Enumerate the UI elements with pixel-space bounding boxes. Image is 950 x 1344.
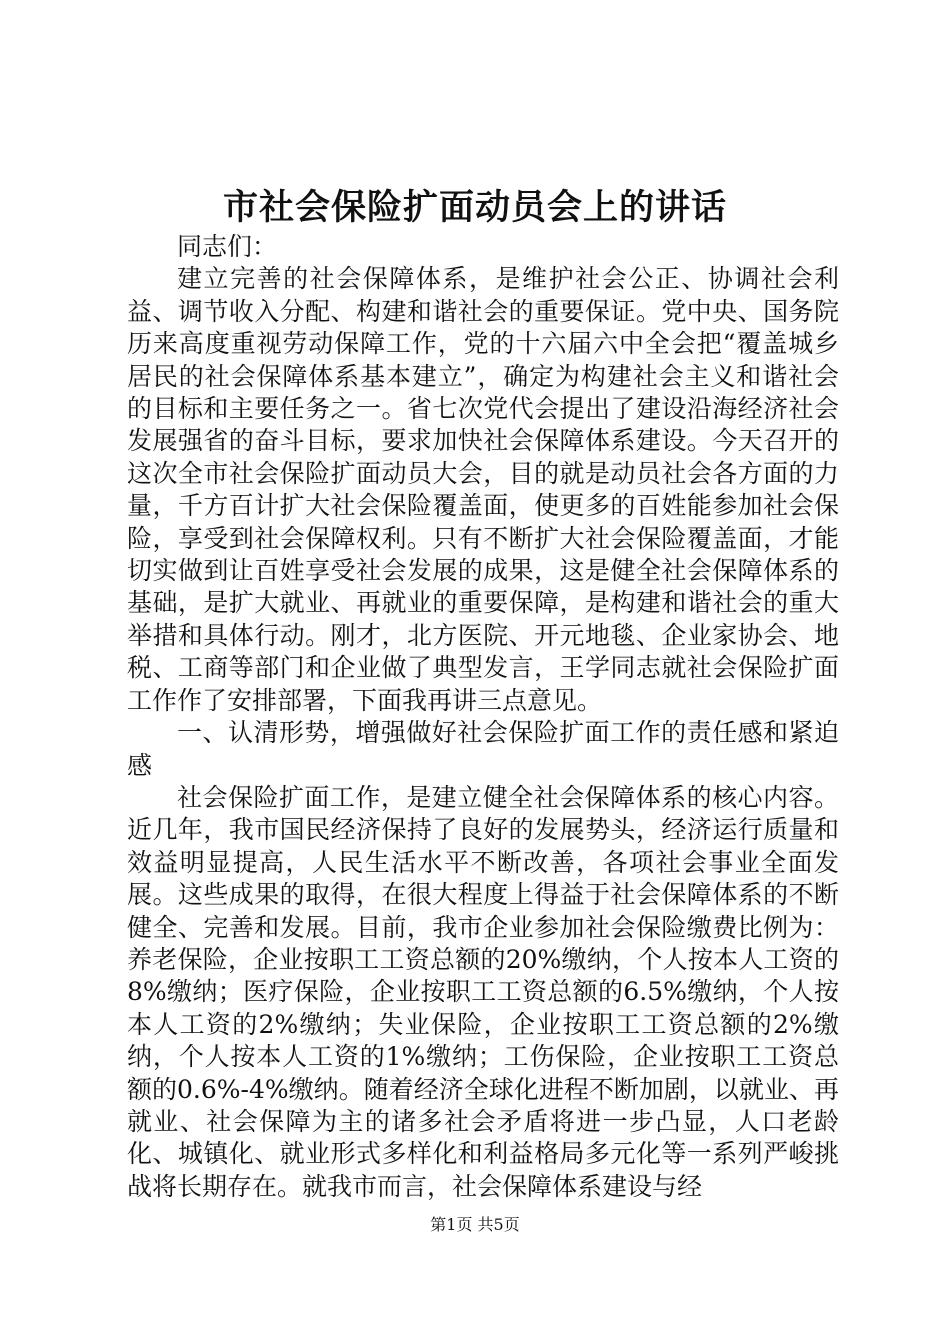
page-footer: 第1页 共5页 — [430, 1215, 520, 1234]
paragraph-section-one: 社会保险扩面工作，是建立健全社会保障体系的核心内容。近几年，我市国民经济保持了良好的发展势头，经济运行质量和效益明显提高，人民生活水平不断改善，各项社会事业全面发展。这些成果的取得，在很大程度上得益于社会保障体系的不断健全、完善和发展。目前，我市企业参加社会保险缴费比例为：养老保险，企业按职工工资总额的20%缴纳，个人按本人工资的8%缴纳；医疗保险，企业按职工工资总额的6.5%缴纳，个人按本人工资的2%缴纳；失业保险，企业按职工工资总额的2%缴纳，个人按本人工资的1%缴纳；工伤保险，企业按职工工资总额的0.6%-4%缴纳。随着经济全球化进程不断加剧，以就业、再就业、社会保障为主的诸多社会矛盾将进一步凸显，人口老龄化、城镇化、就业形式多样化和利益格局多元化等一系列严峻挑战将长期存在。就我市而言，社会保障体系建设与经 — [127, 782, 839, 1201]
paragraph-intro: 建立完善的社会保障体系，是维护社会公正、协调社会利益、调节收入分配、构建和谐社会的重要保证。党中央、国务院历来高度重视劳动保障工作，党的十六届六中全会把“覆盖城乡居民的社会保障体系基本建立”，确定为构建社会主义和谐社会的目标和主要任务之一。省七次党代会提出了建设沿海经济社会发展强省的奋斗目标，要求加快社会保障体系建设。今天召开的这次全市社会保险扩面动员大会，目的就是动员社会各方面的力量，千方百计扩大社会保险覆盖面，使更多的百姓能参加社会保险，享受到社会保障权利。只有不断扩大社会保险覆盖面，才能切实做到让百姓享受社会发展的成果，这是健全社会保障体系的基础，是扩大就业、再就业的重要保障，是构建和谐社会的重大举措和具体行动。刚才，北方医院、开元地毯、企业家协会、地税、工商等部门和企业做了典型发言，王学同志就社会保险扩面工作作了安排部署，下面我再讲三点意见。 — [127, 264, 839, 715]
document-body — [127, 231, 839, 1203]
salutation: 同志们： — [177, 232, 278, 261]
document-title: 市社会保险扩面动员会上的讲话 — [222, 188, 727, 228]
section-heading: 一、认清形势，增强做好社会保险扩面工作的责任感和紧迫感 — [127, 718, 839, 780]
